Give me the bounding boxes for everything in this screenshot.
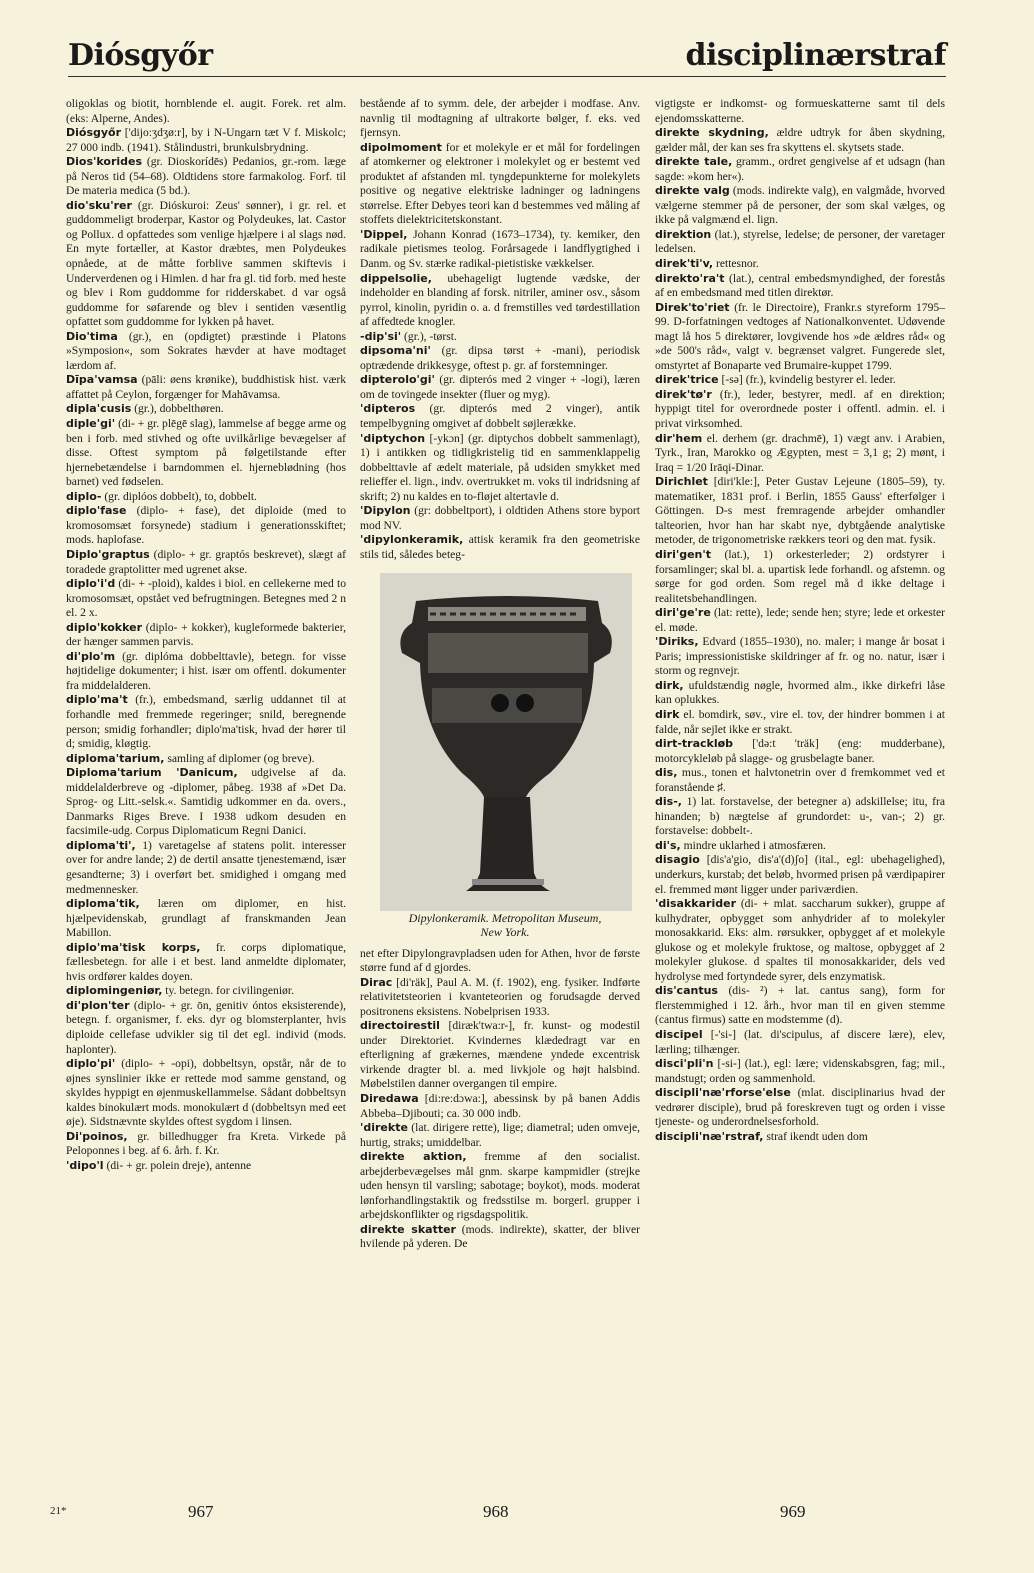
dictionary-entry (655, 839, 945, 854)
entry-headword: diplo'i'd (66, 577, 116, 591)
page-number: 968 (483, 1502, 509, 1521)
entry-headword: di'plo'm (66, 649, 116, 663)
entry-headword: diploma'tarium, (66, 751, 165, 765)
page-number: 969 (780, 1502, 806, 1521)
figure-caption (370, 911, 640, 939)
entry-headword: diplo'ma't (66, 693, 128, 707)
entry-headword: diploma'tik, (66, 897, 140, 911)
entry-text: (mods. indirekte valg), en valgmåde, hvorved vælgerne stemmer på de personer, der som skal vælges, og ikke på valgmænd el. lign. (655, 184, 945, 227)
dictionary-entry (66, 984, 346, 999)
entry-text: (di- + gr. plēgē slag), lammelse af begge arme og ben i forb. med stivhed og ofte uvilkårlige bevægelser af disse. Oftest symptom på følgetilstande efter hjernebetændelse i barndommen el. hjerneblødning (hos barnet) ved fødselen. (66, 417, 346, 489)
entry-headword: diri'gen't (655, 547, 711, 561)
entry-text: [di:re:dɔwa:], abessinsk by på banen Addis Abbeba–Djibouti; ca. 30 000 indb. (360, 1091, 640, 1120)
entry-text: 1) varetagelse af statens polit. interesser over for andre lande; 2) de dertil ansatte tjenestemænd, især gesandterne; 3) i overført bet. smidighed i omgang med medmennesker. (66, 838, 346, 896)
dictionary-entry (655, 1130, 945, 1145)
entry-text: el. derhem (gr. drachmē), 1) vægt anv. i Arabien, Tyrk., Iran, Marokko og Ægypten, mest = 3,1 g; 2) mønt, i Iraq = 1/20 Irāqi-Dinar. (655, 431, 945, 474)
dictionary-entry (66, 577, 346, 621)
entry-headword: Diploma'tarium 'Danicum, (66, 766, 238, 780)
dictionary-entry (66, 897, 346, 941)
entry-text: vigtigste er indkomst- og formueskatterne samt til dels ejendomsskatterne. (655, 97, 945, 125)
entry-headword: dis, (655, 766, 678, 780)
dictionary-entry (360, 97, 640, 141)
dictionary-entry (655, 853, 945, 897)
entry-text: (diplo- + gr. graptós beskrevet), slægt af toradede graptolitter med ugrenet akse. (66, 547, 346, 576)
figure (360, 573, 640, 939)
entry-text: (dis- ²) + lat. cantus sang), form for flerstemmighed i 12. årh., hvor man til en given stemme (cantus firmus) satte en modstemme (d). (655, 984, 945, 1027)
entry-headword: diplo'pi' (66, 1057, 116, 1071)
entry-text: (di- + gr. polein dreje), antenne (103, 1158, 252, 1172)
entry-text: (gr. Dióskuroi: Zeus' sønner), i gr. rel. et guddommeligt broderpar, Kastor og Polydeukes, lat. Castor og Pollux. d opfattedes som venlige hjælpere i al slags nød. En myte fortæller, at Kastor dræbtes, men Polydeukes opnåede, at de måtte forblive sammen skiftevis i Underverdenen og i Himlen. d har fra gl. tid forb. med heste og blev i Rom guddomme for ridderskabet. d var også guddomme for søfarende og blev i sentiden væsentlig opfattet som guddomme for lykken på havet. (66, 198, 346, 329)
dictionary-entry (655, 548, 945, 606)
entry-headword: diplo- (66, 489, 102, 503)
entry-text: for et molekyle er et mål for fordelingen af atomkerner og elektroner i molekylet og er bestemt ved produktet af afstanden ml. tyngdepunkterne for molekylets positive og negative elektriske ladninger og ladningens størrelse. Efter Debyes teori kan d bestemmes ved måling af stoffets dielektricitetskonstant. (360, 140, 640, 227)
entry-headword: 'Diriks, (655, 635, 699, 649)
dictionary-entry (66, 1057, 346, 1130)
entry-text: ubehageligt lugtende vædske, der indeholder en blanding af forsk. nitriler, aminer osv., såsom pyrrol, kinolin, pyridin o. a. d fremstilles ved tørdestillation af affedtede knogler. (360, 271, 640, 329)
entry-text: [diræk'twa:r-], fr. kunst- og modestil under Direktoriet. Kvindernes klædedragt var en efterligning af grækernes, mændene yndede excentrisk virkende dragter bl. a. med livkjole og højt halsbind. Møbelstilen danner overgangen til empire. (360, 1019, 640, 1091)
entry-headword: directoirestil (360, 1019, 440, 1033)
entry-text: fr. corps diplomatique, fællesbetegn. for alle i et best. land anmeldte diplomater, hvis ordfører kaldes doyen. (66, 940, 346, 983)
entry-headword: 'disakkarider (655, 897, 736, 911)
entry-headword: discipli'næ'rstraf, (655, 1129, 764, 1143)
entry-text: (diplo- + gr. ōn, genitiv óntos eksisterende), betegn. f. organismer, f. eks. dyr og blomsterplanter, hvis diploide cellefase udvikler sig til det egl. individ (mods. haplonter). (66, 998, 346, 1056)
dictionary-entry (655, 432, 945, 476)
entry-headword: di'plon'ter (66, 998, 130, 1012)
running-head-right: disciplinærstraf (685, 38, 946, 73)
column-3 (655, 97, 945, 1144)
entry-headword: dipterolo'gi' (360, 373, 435, 387)
dipylon-vase-photo (380, 573, 632, 911)
dictionary-entry (655, 897, 945, 984)
dictionary-entry (655, 984, 945, 1028)
entry-text: (lat.), 1) orkesterleder; 2) ordstyrer i forsamlinger; skal bl. a. upartisk lede forhandl. og afstemn. og sørge for god orden. Som regel må d ikke deltage i realitetsbehandlingen. (655, 547, 945, 605)
dictionary-entry (655, 1086, 945, 1130)
dictionary-entry (66, 693, 346, 751)
entry-headword: 'dipo'l (66, 1158, 104, 1172)
entry-text: ty. betegn. for civilingeniør. (162, 984, 294, 998)
dictionary-entry (655, 257, 945, 272)
entry-headword: Dirichlet (655, 475, 708, 489)
entry-headword: Dīpa'vamsa (66, 373, 138, 387)
entry-headword: Direk'to'riet (655, 300, 730, 314)
entry-headword: disagio (655, 853, 700, 867)
dictionary-entry (66, 126, 346, 155)
entry-headword: discipli'næ'rforse'else (655, 1086, 791, 1100)
entry-headword: diplo'fase (66, 504, 127, 518)
column-1 (66, 97, 346, 1173)
entry-text: (lat.), styrelse, ledelse; de personer, der varetager ledelsen. (655, 227, 945, 256)
dictionary-entry (360, 1121, 640, 1150)
entry-text: (lat.), central embedsmyndighed, der forestås af en embedsmand med titlen direktør. (655, 271, 945, 300)
entry-text: (fr.), leder, bestyrer, medl. af en direktion; hyppigt titel for overordnede poster i offentl. admin. el. i privat virksomhed. (655, 387, 945, 431)
entry-headword: diplo'kokker (66, 620, 143, 634)
entry-headword: diple'gi' (66, 417, 116, 431)
entry-headword: 'direkte (360, 1121, 408, 1135)
entry-headword: 'Dippel, (360, 227, 408, 241)
entry-text: (gr. Dioskorídēs) Pedanios, gr.-rom. læge på Neros tid (54–68). Oldtidens store farmakolog. Forf. til De materia medica (5 bd.). (66, 155, 346, 198)
entry-headword: Dio'tima (66, 329, 118, 343)
entry-text: straf ikendt uden dom (763, 1129, 868, 1143)
dictionary-entry (655, 766, 945, 795)
entry-text: ufuldstændig nøgle, hvormed alm., ikke dirkefri låse kan oplukkes. (655, 678, 945, 707)
entry-text: oligoklas og biotit, hornblende el. augit. Forek. ret alm. (eks: Alperne, Andes). (66, 97, 346, 125)
entry-headword: Diredawa (360, 1091, 419, 1105)
column-2-bottom (360, 947, 640, 1252)
entry-text: (gr. dipsa tørst + -mani), periodisk optrædende drikkesyge, oftest p. gr. af forstemninger. (360, 344, 640, 372)
entry-headword: direkto'ra't (655, 271, 725, 285)
entry-headword: direkte aktion, (360, 1150, 467, 1164)
dictionary-entry (360, 344, 640, 373)
entry-text: (di- + mlat. saccharum sukker), gruppe af kulhydrater, opbygget som anhydrider af to molekyler monosakkarid. Eks: alm. rørsukker, opbygget af et molekyle glukose og et molekyle fruktose, og maltose, opbygget af 2 molekyler glukose. d spaltes til monosakkarider, dels ved hydrolyse med fortyndede syrer, dels enzymatisk. (655, 897, 945, 983)
entry-text: [di'räk], Paul A. M. (f. 1902), eng. fysiker. Indførte relativitetsteorien i kvanteteorien og forudsagde derved positronens eksistens. Nobelprisen 1933. (360, 975, 640, 1018)
entry-headword: 'dipteros (360, 402, 416, 416)
dictionary-entry (360, 504, 640, 533)
entry-text: (lat. dirigere rette), lige; diametral; uden omveje, hurtig, straks; umiddelbar. (360, 1121, 640, 1149)
running-head-left: Diósgyőr (68, 38, 213, 73)
entry-text: gr. billedhugger fra Kreta. Virkede på Peloponnes i beg. af 6. årh. f. Kr. (66, 1129, 346, 1158)
entry-text: (gr.), en (opdigtet) præstinde i Platons »Symposion«, som Sokrates hævder at have modtaget lærdom af. (66, 329, 346, 372)
dictionary-entry (360, 373, 640, 402)
caption-line: New York. (480, 924, 530, 939)
dictionary-entry (66, 1130, 346, 1159)
entry-text: [diri'kle:], Peter Gustav Lejeune (1805–59), ty. matematiker, 1831 prof. i Berlin, 1855 Gauss' efterfølger i Göttingen. D-s mest fremragende arbejder omhandler talteorien, hvor han har skabt nye, dybtgående analytiske metoder, de trigonometriske rækkers teori og den mat. fysik. (655, 475, 945, 547)
entry-text: attisk keramik fra den geometriske stils tid, således beteg- (360, 533, 640, 561)
dictionary-entry (655, 272, 945, 301)
entry-text: Edvard (1855–1930), no. maler; i mange år bosat i Paris; impressionistiske skildringer af fr. og no. natur, især i storm og regnvejr. (655, 635, 945, 678)
entry-headword: Dirac (360, 975, 393, 989)
entry-text: læren om diplomer, en hist. hjælpevidenskab, grundlagt af franskmanden Jean Mabillon. (66, 897, 346, 940)
dictionary-entry (360, 1150, 640, 1223)
dictionary-entry (66, 766, 346, 839)
entry-text: (gr. dipterós med 2 vinger + -logi), læren om de tovingede insekter (fluer og myg). (360, 373, 640, 401)
entry-text: [-si-] (lat.), egl: lære; videnskabsgren, fag; mil., mandstugt; orden og sammenhold. (655, 1057, 945, 1085)
dictionary-entry (66, 504, 346, 548)
entry-headword: dio'sku'rer (66, 198, 132, 212)
dictionary-entry (655, 155, 945, 184)
entry-text: gramm., ordret gengivelse af et udsagn (han sagde: »kom her«). (655, 155, 945, 183)
entry-headword: direktion (655, 227, 712, 241)
entry-headword: dipsoma'ni' (360, 344, 431, 358)
dictionary-entry (655, 679, 945, 708)
entry-text: ældre udtryk for åben skydning, gælder mål, der kan ses fra skyttens el. skytsets stade. (655, 126, 945, 154)
entry-headword: direkte skydning, (655, 126, 769, 140)
entry-headword: diploma'ti', (66, 838, 136, 852)
entry-text: ['dijo:ʒdʒø:r], by i N-Ungarn tæt V f. Miskolc; 27 000 indb. (1941). Stålindustri, brunkulsbrydning. (66, 126, 346, 154)
column-2 (360, 97, 640, 1252)
entry-headword: dirk (655, 707, 680, 721)
dictionary-entry (360, 432, 640, 505)
entry-headword: dipolmoment (360, 140, 442, 154)
entry-text: [-'si-] (lat. di'scipulus, af discere lære), elev, lærling; tilhænger. (655, 1028, 945, 1056)
dictionary-entry (360, 976, 640, 1020)
page-number: 967 (188, 1502, 214, 1521)
entry-text: (di- + -ploid), kaldes i biol. en cellekerne med to kromosomsæt, opstået ved befrugtningen. Betegnes med 2 n el. 2 x. (66, 577, 346, 620)
entry-text: 1) lat. forstavelse, der betegner a) adskillelse; itu, fra hinanden; b) nægtelse af grundordet: u-, van-; 2) gr. forstavelse: dobbelt-. (655, 795, 945, 838)
entry-headword: direk'trice (655, 373, 719, 387)
entry-text: (mlat. disciplinarius hvad der vedrører disciple), brud på foreskreven tugt og orden i visse tjeneste- og underordnelsesforhold. (655, 1086, 945, 1129)
dictionary-entry (66, 752, 346, 767)
dictionary-entry (655, 635, 945, 679)
dictionary-entry (66, 548, 346, 577)
entry-headword: dippelsolie, (360, 271, 432, 285)
entry-headword: dirk, (655, 678, 684, 692)
dictionary-entry (66, 490, 346, 505)
dictionary-entry (66, 839, 346, 897)
dictionary-entry (655, 126, 945, 155)
dictionary-entry (360, 402, 640, 431)
dictionary-entry (66, 999, 346, 1057)
dictionary-entry (655, 184, 945, 228)
entry-headword: 'Dipylon (360, 504, 411, 518)
entry-headword: Di'poinos, (66, 1129, 128, 1143)
entry-headword: dirt-trackløb (655, 737, 734, 751)
entry-text: net efter Dipylongravpladsen uden for Athen, hvor de første større fund af d gjordes. (360, 946, 640, 975)
dictionary-entry (655, 606, 945, 635)
dictionary-entry (655, 795, 945, 839)
dictionary-entry (66, 621, 346, 650)
entry-text: (pāli: øens krønike), buddhistisk hist. værk affattet på Ceylon, forgænger for Mahāvamsa. (66, 373, 346, 401)
dictionary-entry (655, 1057, 945, 1086)
entry-text: udgivelse af da. middelalderbreve og -diplomer, påbeg. 1938 af »Det Da. Sprog- og Litt.-selsk.«. Samtidig udkommer en da. overs., Danmarks Riges Breve. I 1938 udkom desuden en facsimile-udg. Corpus Diplomaticum Regni Danici. (66, 766, 346, 838)
entry-text: Johann Konrad (1673–1734), ty. kemiker, den radikale pietismes teolog. Forårsagede i landflygtighed i Danm. og Sv. stærke radikal-pietistiske vækkelser. (360, 227, 640, 271)
entry-text: rettesnor. (713, 257, 759, 271)
dictionary-entry (360, 228, 640, 272)
entry-headword: discipel (655, 1028, 703, 1041)
dictionary-entry (655, 228, 945, 257)
entry-text: (fr.), embedsmand, særlig uddannet til at forhandle med fremmede regeringer; snild, beregnende person; smidig forhandler; diplo'ma'tisk, hvad der hører til d; smidig, kløgtig. (66, 693, 346, 751)
entry-headword: direkte skatter (360, 1222, 456, 1236)
entry-headword: Diósgyőr (66, 126, 122, 140)
dictionary-entry (66, 941, 346, 985)
dictionary-entry (655, 388, 945, 432)
caption-line: Dipylonkeramik. Metropolitan Museum, (408, 910, 602, 925)
dictionary-entry (66, 155, 346, 199)
entry-text: (gr: dobbeltport), i oldtiden Athens store byport mod NV. (360, 504, 640, 532)
entry-headword: dis'cantus (655, 984, 718, 998)
dictionary-entry (66, 97, 346, 126)
dictionary-entry (655, 708, 945, 737)
entry-text: el. bomdirk, søv., vire el. tov, der hindrer bommen i at falde, når sejlet ikke er strakt. (655, 707, 945, 736)
dictionary-entry (66, 650, 346, 694)
entry-headword: 'dipylonkeramik, (360, 533, 464, 547)
entry-headword: dis-, (655, 795, 682, 809)
header-rule (68, 76, 946, 77)
column-2-top (360, 97, 640, 563)
entry-headword: diplo'ma'tisk korps, (66, 940, 201, 954)
entry-headword: dipla'cusis (66, 402, 132, 416)
entry-text: (fr. le Directoire), Frankr.s styreform 1795–99. D-forfatningen vedtoges af Nationalkonventet. Udøvende magt lå hos 5 direktører, lovgivende hos »de ældres råd« og »de 500's råd«, valgt v. begrænset valgret. Fungerede slet, omstyrtet af Bonaparte ved Brumaire-kuppet 1799. (655, 300, 945, 372)
entry-headword: di's, (655, 838, 681, 852)
entry-text: [dis'a'gio, dis'a'(d)ʃo] (ital., egl: ubehagelighed), underkurs, kurstab; det beløb, hvormed prisen på værdipapirer el. fremmed mønt ligger under pariværdien. (655, 853, 945, 896)
dictionary-entry (360, 1019, 640, 1092)
dictionary-entry (360, 141, 640, 228)
dictionary-entry (655, 737, 945, 766)
dictionary-entry (66, 402, 346, 417)
dictionary-entry (655, 475, 945, 548)
entry-text: (mods. indirekte), skatter, der bliver hvilende på yderen. De (360, 1222, 640, 1251)
dictionary-entry (655, 1028, 945, 1057)
entry-headword: disci'pli'n (655, 1057, 714, 1071)
entry-headword: Dios'korides (66, 155, 143, 169)
entry-text: [-sə] (fr.), kvindelig bestyrer el. leder. (718, 373, 896, 387)
dictionary-entry (360, 1223, 640, 1252)
entry-text: (diplo- + -opi), dobbeltsyn, opstår, når de to øjnes synslinier ikke er rettede mod samme genstand, og skyldes hyppigt en øjenmuskellammelse. Sådant dobbeltsyn kaldes binokulært mods. monokulært d (dobbeltsyn med eet øje). Sidstnævnte skyldes oftest sygdom i linsen. (66, 1057, 346, 1129)
dictionary-entry (360, 330, 640, 345)
dictionary-entry (655, 373, 945, 388)
dictionary-entry (66, 1159, 346, 1174)
entry-headword: diplomingeniør, (66, 984, 163, 998)
entry-headword: Diplo'graptus (66, 547, 150, 561)
dictionary-entry (655, 97, 945, 126)
dictionary-entry (360, 947, 640, 976)
dictionary-entry (66, 199, 346, 330)
dictionary-entry (66, 373, 346, 402)
dictionary-entry (66, 330, 346, 374)
entry-text: fremme af den socialist. arbejderbevægelses mål gnm. skarpe kampmidler (strejke uden hensyn til varsling; sabotage; boykot), mods. moderat lønforhandlingstaktik og fredsstilse m. borgerl. grupper i arbejdskonflikter og rigsdagspolitik. (360, 1150, 640, 1222)
entry-text: mindre uklarhed i atmosfæren. (680, 838, 826, 852)
dictionary-entry (66, 417, 346, 490)
entry-headword: -dip'si' (360, 329, 402, 343)
entry-text: [-ykɔn] (gr. diptychos dobbelt sammenlagt), 1) i antikken og tidligkristelig tid en sammenklappelig dobbelttavle af ædelt materiale, på udsiden smykket med relieffer el. lign., indv. overtrukket m. voks til indridsning af skrift; 2) nu kaldes en to-fløjet altertavle d. (360, 431, 640, 503)
dictionary-entry (360, 1092, 640, 1121)
entry-headword: direk'ti'v, (655, 257, 714, 271)
dictionary-entry (655, 301, 945, 374)
entry-headword: direk'tø'r (655, 387, 712, 401)
entry-text: (lat: rette), lede; sende hen; styre; lede et orkester el. møde. (655, 606, 945, 634)
entry-text: samling af diplomer (og breve). (164, 751, 315, 765)
entry-text: (diplo- + kokker), kugleformede bakterier, der hænger sammen parvis. (66, 620, 346, 649)
entry-text: mus., tonen et halvtonetrin over d fremkommet ved et foranstående ♯. (655, 766, 945, 794)
entry-headword: direkte tale, (655, 155, 733, 169)
signature-mark: 21* (50, 1505, 67, 1517)
entry-headword: dir'hem (655, 431, 703, 445)
entry-text: (gr. diplóos dobbelt), to, dobbelt. (101, 489, 257, 503)
entry-text: (gr. diplóma dobbelttavle), betegn. for visse højtidelige dokumenter; i hist. især om offentl. dokumenter fra middelalderen. (66, 649, 346, 692)
entry-text: (gr.), -tørst. (401, 329, 457, 343)
entry-text: bestående af to symm. dele, der arbejder i modfase. Anv. navnlig til modtagning af ultrakorte bølger, f. eks. ved fjernsyn. (360, 97, 640, 140)
entry-text: ['də:t 'träk] (eng: mudderbane), motorcykleløb på slagge- og grusbelagte baner. (655, 737, 945, 765)
entry-text: (gr.), dobbelthøren. (131, 402, 224, 416)
entry-text: (gr. dipterós med 2 vinger), antik tempelbygning omgivet af dobbelt søjlerække. (360, 402, 640, 431)
dictionary-entry (360, 272, 640, 330)
dictionary-entry (360, 533, 640, 562)
entry-headword: diri'ge're (655, 606, 711, 620)
entry-headword: direkte valg (655, 184, 730, 198)
entry-headword: 'diptychon (360, 431, 426, 445)
entry-text: (diplo- + fase), det diploide (med to kromosomsæt forsynede) stadium i generationsskiftet; mods. haplofase. (66, 504, 346, 547)
